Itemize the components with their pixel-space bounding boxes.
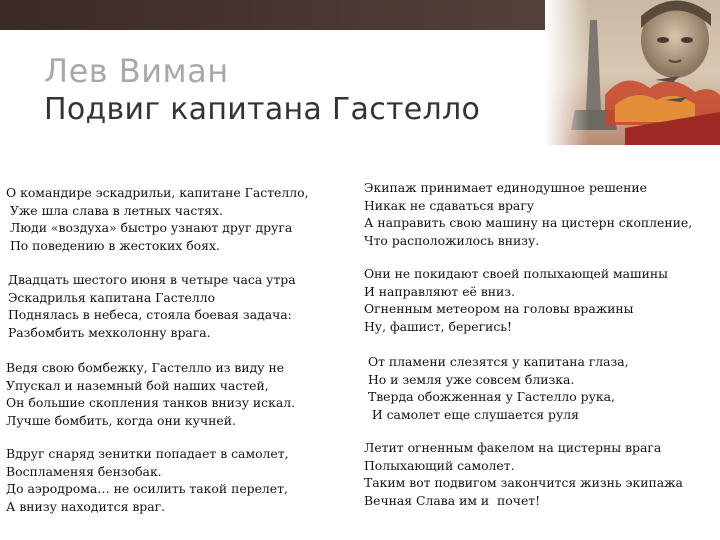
top-decorative-bar	[0, 0, 545, 30]
poem-line: Но и земля уже совсем близка.	[364, 371, 575, 387]
poem-line: И самолет еще слушается руля	[364, 406, 579, 422]
author-name: Лев Виман	[44, 52, 229, 90]
poem-line: От пламени слезятся у капитана глаза,	[364, 354, 629, 369]
poem-line: Двадцать шестого июня в четыре часа утра	[4, 272, 296, 287]
poem-line: Воспламеняя бензобак.	[6, 463, 162, 479]
stanza-left-4	[6, 410, 289, 533]
poem-line: Они не покидают своей полыхающей машины	[364, 266, 668, 281]
poem-line: Разбомбить мехколонну врага.	[4, 324, 211, 340]
poem-title: Подвиг капитана Гастелло	[44, 92, 481, 127]
poem-line: Поднялась в небеса, стояла боевая задача:	[4, 307, 292, 322]
poem-line: Уже шла слава в летных частях.	[6, 202, 223, 218]
poem-line: Летит огненным факелом на цистерны врага	[364, 440, 662, 455]
poem-line: До аэродрома… не осилить такой перелет,	[6, 481, 288, 496]
poem-line: Ведя свою бомбежку, Гастелло из виду не	[6, 360, 285, 375]
poem-line: А внизу находится враг.	[6, 498, 166, 514]
poem-line: Люди «воздуха» быстро узнают друг друга	[6, 220, 293, 235]
poem-line: Что расположилось внизу.	[364, 232, 540, 248]
poem-line: Вдруг снаряд зенитки попадает в самолет,	[6, 446, 289, 461]
poem-line: Упускал и наземный бой наших частей,	[6, 377, 269, 393]
poem-line: О командире эскадрильи, капитане Гастелло,	[6, 185, 309, 200]
poem-line: Эскадрилья капитана Гастелло	[4, 289, 216, 305]
poem-line: Таким вот подвигом закончится жизнь экипажа	[364, 475, 683, 490]
poem-line: Экипаж принимает единодушное решение	[364, 180, 647, 195]
poem-line: Он большие скопления танков внизу искал.	[6, 395, 296, 410]
poem-line: Лучше бомбить, когда они кучней.	[6, 412, 236, 428]
poem-line: По поведению в жестоких боях.	[6, 237, 220, 253]
poem-line: Ну, фашист, берегись!	[364, 318, 512, 334]
poem-line: И направляют её вниз.	[364, 283, 516, 299]
poem-line: Вечная Слава им и почет!	[364, 492, 541, 508]
poem-line: Тверда обожженная у Гастелло рука,	[364, 389, 615, 404]
poem-line: А направить свою машину на цистерн скопление,	[364, 215, 693, 230]
poem-line: Никак не сдаваться врагу	[364, 197, 535, 213]
pilot-monument-collage-image	[545, 0, 720, 145]
poem-line: Полыхающий самолет.	[364, 457, 515, 473]
stanza-right-4	[364, 404, 683, 527]
poem-line: Огненным метеором на головы вражины	[364, 301, 634, 316]
collage-illustration	[545, 0, 720, 145]
